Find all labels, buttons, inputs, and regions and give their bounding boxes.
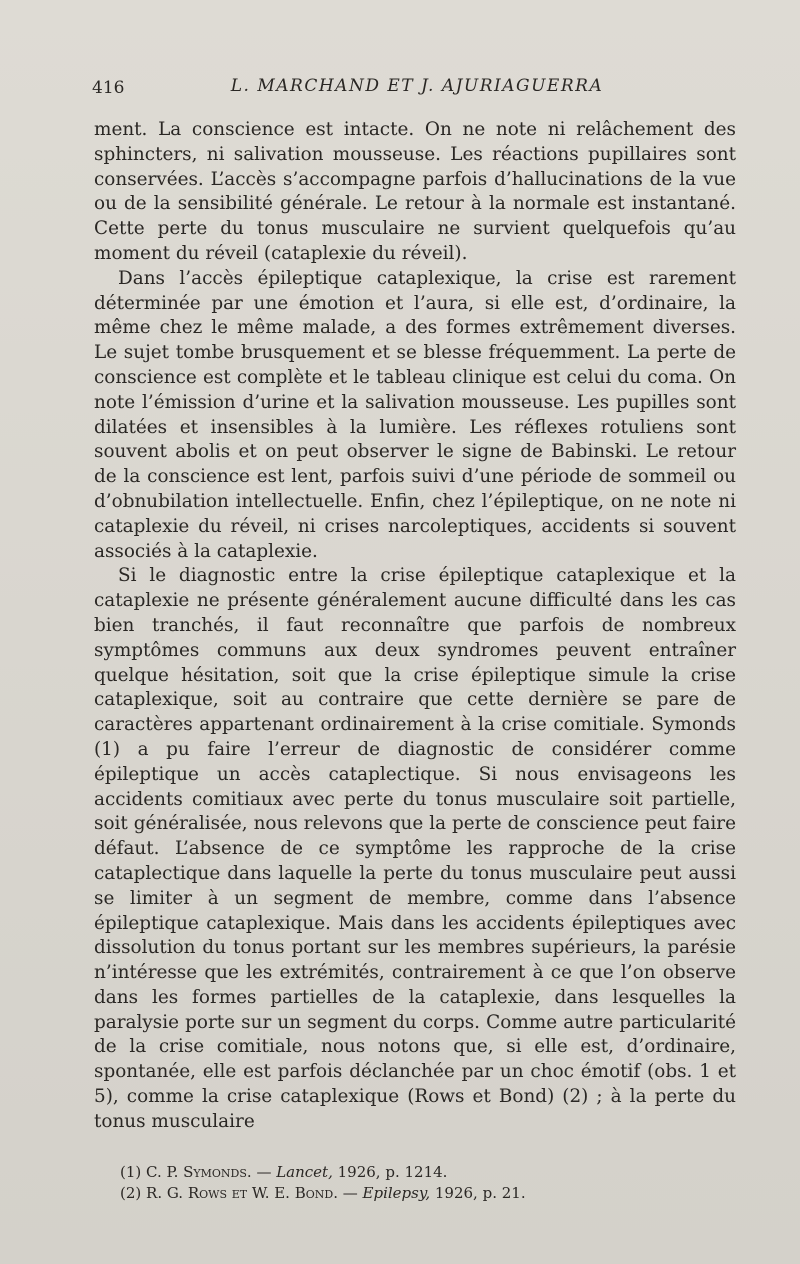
paragraph: Dans l’accès épileptique cataplexique, la crise est rarement déterminée par une émotion et l’aura, si elle est, d’ordinaire, la même chez le même malade, a des formes extrêmement diverses. Le sujet tombe brusquement et se blesse fréquemment. La perte de conscience est complète et le tableau clinique est celui du coma. On note l’émission d’urine et la salivation mousseuse. Les pupilles sont dilatées et insensibles à la lumière. Les réflexes rotuliens sont souvent abolis et on peut observer le signe de Babinski. Le retour de la conscience est lent, parfois suivi d’une période de sommeil ou d’obnubilation intellectuelle. Enfin, chez l’épileptique, on ne note ni cataplexie du réveil, ni crises narcoleptiques, accidents si souvent associés à la cataplexie.: [94, 267, 736, 562]
footnote-separator: —: [337, 1184, 363, 1202]
footnote-journal: Epilepsy,: [362, 1184, 431, 1202]
footnote-reference: 1926, p. 1214.: [332, 1163, 448, 1181]
footnotes: [120, 1162, 720, 1204]
body-text: [94, 118, 736, 1135]
footnote-reference: 1926, p. 21.: [430, 1184, 526, 1202]
paragraph: ment. La conscience est intacte. On ne note ni relâchement des sphincters, ni salivation mousseuse. Les réactions pupillaires sont conservées. L’accès s’accompagne parfois d’hallucinations de la vue ou de la sensibilité générale. Le retour à la normale est instantané. Cette perte du tonus musculaire ne survient quelquefois qu’au moment du réveil (cataplexie du réveil).: [94, 119, 736, 264]
footnote-marker: (2): [120, 1184, 142, 1202]
footnote-separator: —: [251, 1163, 277, 1181]
footnote-journal: Lancet,: [276, 1163, 333, 1181]
running-head: L. MARCHAND ET J. AJURIAGUERRA: [230, 76, 604, 96]
footnote-marker: (1): [120, 1163, 142, 1181]
footnote: [120, 1162, 720, 1183]
page-number: 416: [92, 78, 125, 98]
paragraph: Si le diagnostic entre la crise épileptique cataplexique et la cataplexie ne présente généralement aucune difficulté dans les cas bien tranchés, il faut reconnaître que parfois de nombreux symptômes communs aux deux syndromes peuvent entraîner quelque hésitation, soit que la crise épileptique simule la crise cataplexique, soit au contraire que cette dernière se pare de caractères appartenant ordinairement à la crise comitiale. Symonds (1) a pu faire l’erreur de diagnostic de considérer comme épileptique un accès cataplectique. Si nous envisageons les accidents comitiaux avec perte du tonus musculaire soit partielle, soit généralisée, nous relevons que la perte de conscience peut faire défaut. L’absence de ce symptôme les rapproche de la crise cataplectique dans laquelle la perte du tonus musculaire peut aussi se limiter à un segment de membre, comme dans l’absence épileptique cataplexique. Mais dans les accidents épileptiques avec dissolution du tonus portant sur les membres supérieurs, la parésie n’intéresse que les extrémités, contrairement à ce que l’on observe dans les formes partielles de la cataplexie, dans lesquelles la paralysie porte sur un segment du corps. Comme autre particularité de la crise comitiale, nous notons que, si elle est, d’ordinaire, spontanée, elle est parfois déclanchée par un choc émotif (obs. 1 et 5), comme la crise cataplexique (Rows et Bond) (2) ; à la perte du tonus musculaire: [94, 565, 736, 1132]
footnote: [120, 1183, 720, 1204]
footnote-author: R. G. Rows et W. E. Bond.: [146, 1184, 338, 1202]
page-header: [92, 76, 742, 102]
footnote-author: C. P. Symonds.: [146, 1163, 252, 1181]
